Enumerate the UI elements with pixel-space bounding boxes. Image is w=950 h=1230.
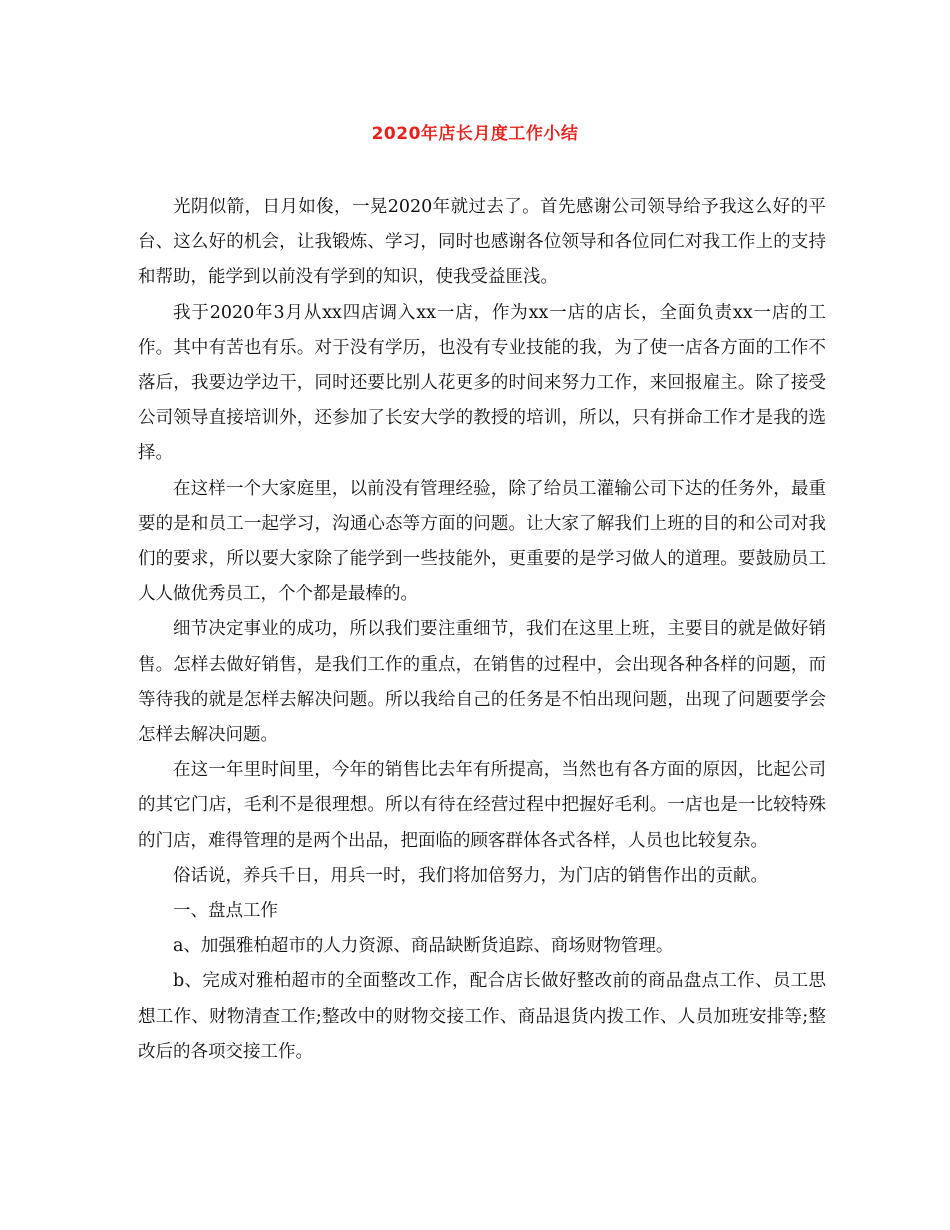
document-body [138,190,826,1070]
list-item: a、加强雅柏超市的人力资源、商品缺断货追踪、商场财物管理。 [173,936,674,957]
paragraph: 我于2020年3月从xx四店调入xx一店，作为xx一店的店长，全面负责xx一店的工作。其中有苦也有乐。对于没有学历，也没有专业技能的我，为了使一店各方面的工作不落后，我要边学边干，同时还要比别人花更多的时间来努力工作，来回报雇主。除了接受公司领导直接培训外，还参加了长安大学的教授的培训，所以，只有拼命工作才是我的选择。 [138,302,826,464]
paragraph: 俗话说，养兵千日，用兵一时，我们将加倍努力，为门店的销售作出的贡献。 [173,865,768,886]
paragraph: 在这一年里时间里，今年的销售比去年有所提高，当然也有各方面的原因，比起公司的其它门店，毛利不是很理想。所以有待在经营过程中把握好毛利。一店也是一比较特殊的门店，难得管理的是两个出品，把面临的顾客群体各式各样，人员也比较复杂。 [138,760,826,851]
paragraph: 细节决定事业的成功，所以我们要注重细节，我们在这里上班，主要目的就是做好销售。怎样去做好销售，是我们工作的重点，在销售的过程中，会出现各种各样的问题，而等待我的就是怎样去解决问题。所以我给自己的任务是不怕出现问题，出现了问题要学会怎样去解决问题。 [138,619,826,746]
list-item: b、完成对雅柏超市的全面整改工作，配合店长做好整改前的商品盘点工作、员工思想工作、财物清查工作;整改中的财物交接工作、商品退货内拨工作、人员加班安排等;整改后的各项交接工作。 [138,971,826,1062]
paragraph: 光阴似箭，日月如俊，一晃2020年就过去了。首先感谢公司领导给予我这么好的平台、这么好的机会，让我锻炼、学习，同时也感谢各位领导和各位同仁对我工作上的支持和帮助，能学到以前没有学到的知识，使我受益匪浅。 [138,197,826,288]
paragraph: 在这样一个大家庭里，以前没有管理经验，除了给员工灌输公司下达的任务外，最重要的是和员工一起学习，沟通心态等方面的问题。让大家了解我们上班的目的和公司对我们的要求，所以要大家除了能学到一些技能外，更重要的是学习做人的道理。要鼓励员工人人做优秀员工，个个都是最棒的。 [138,478,826,605]
document-title: 2020年店长月度工作小结 [371,124,579,144]
section-heading: 一、盘点工作 [173,901,278,922]
